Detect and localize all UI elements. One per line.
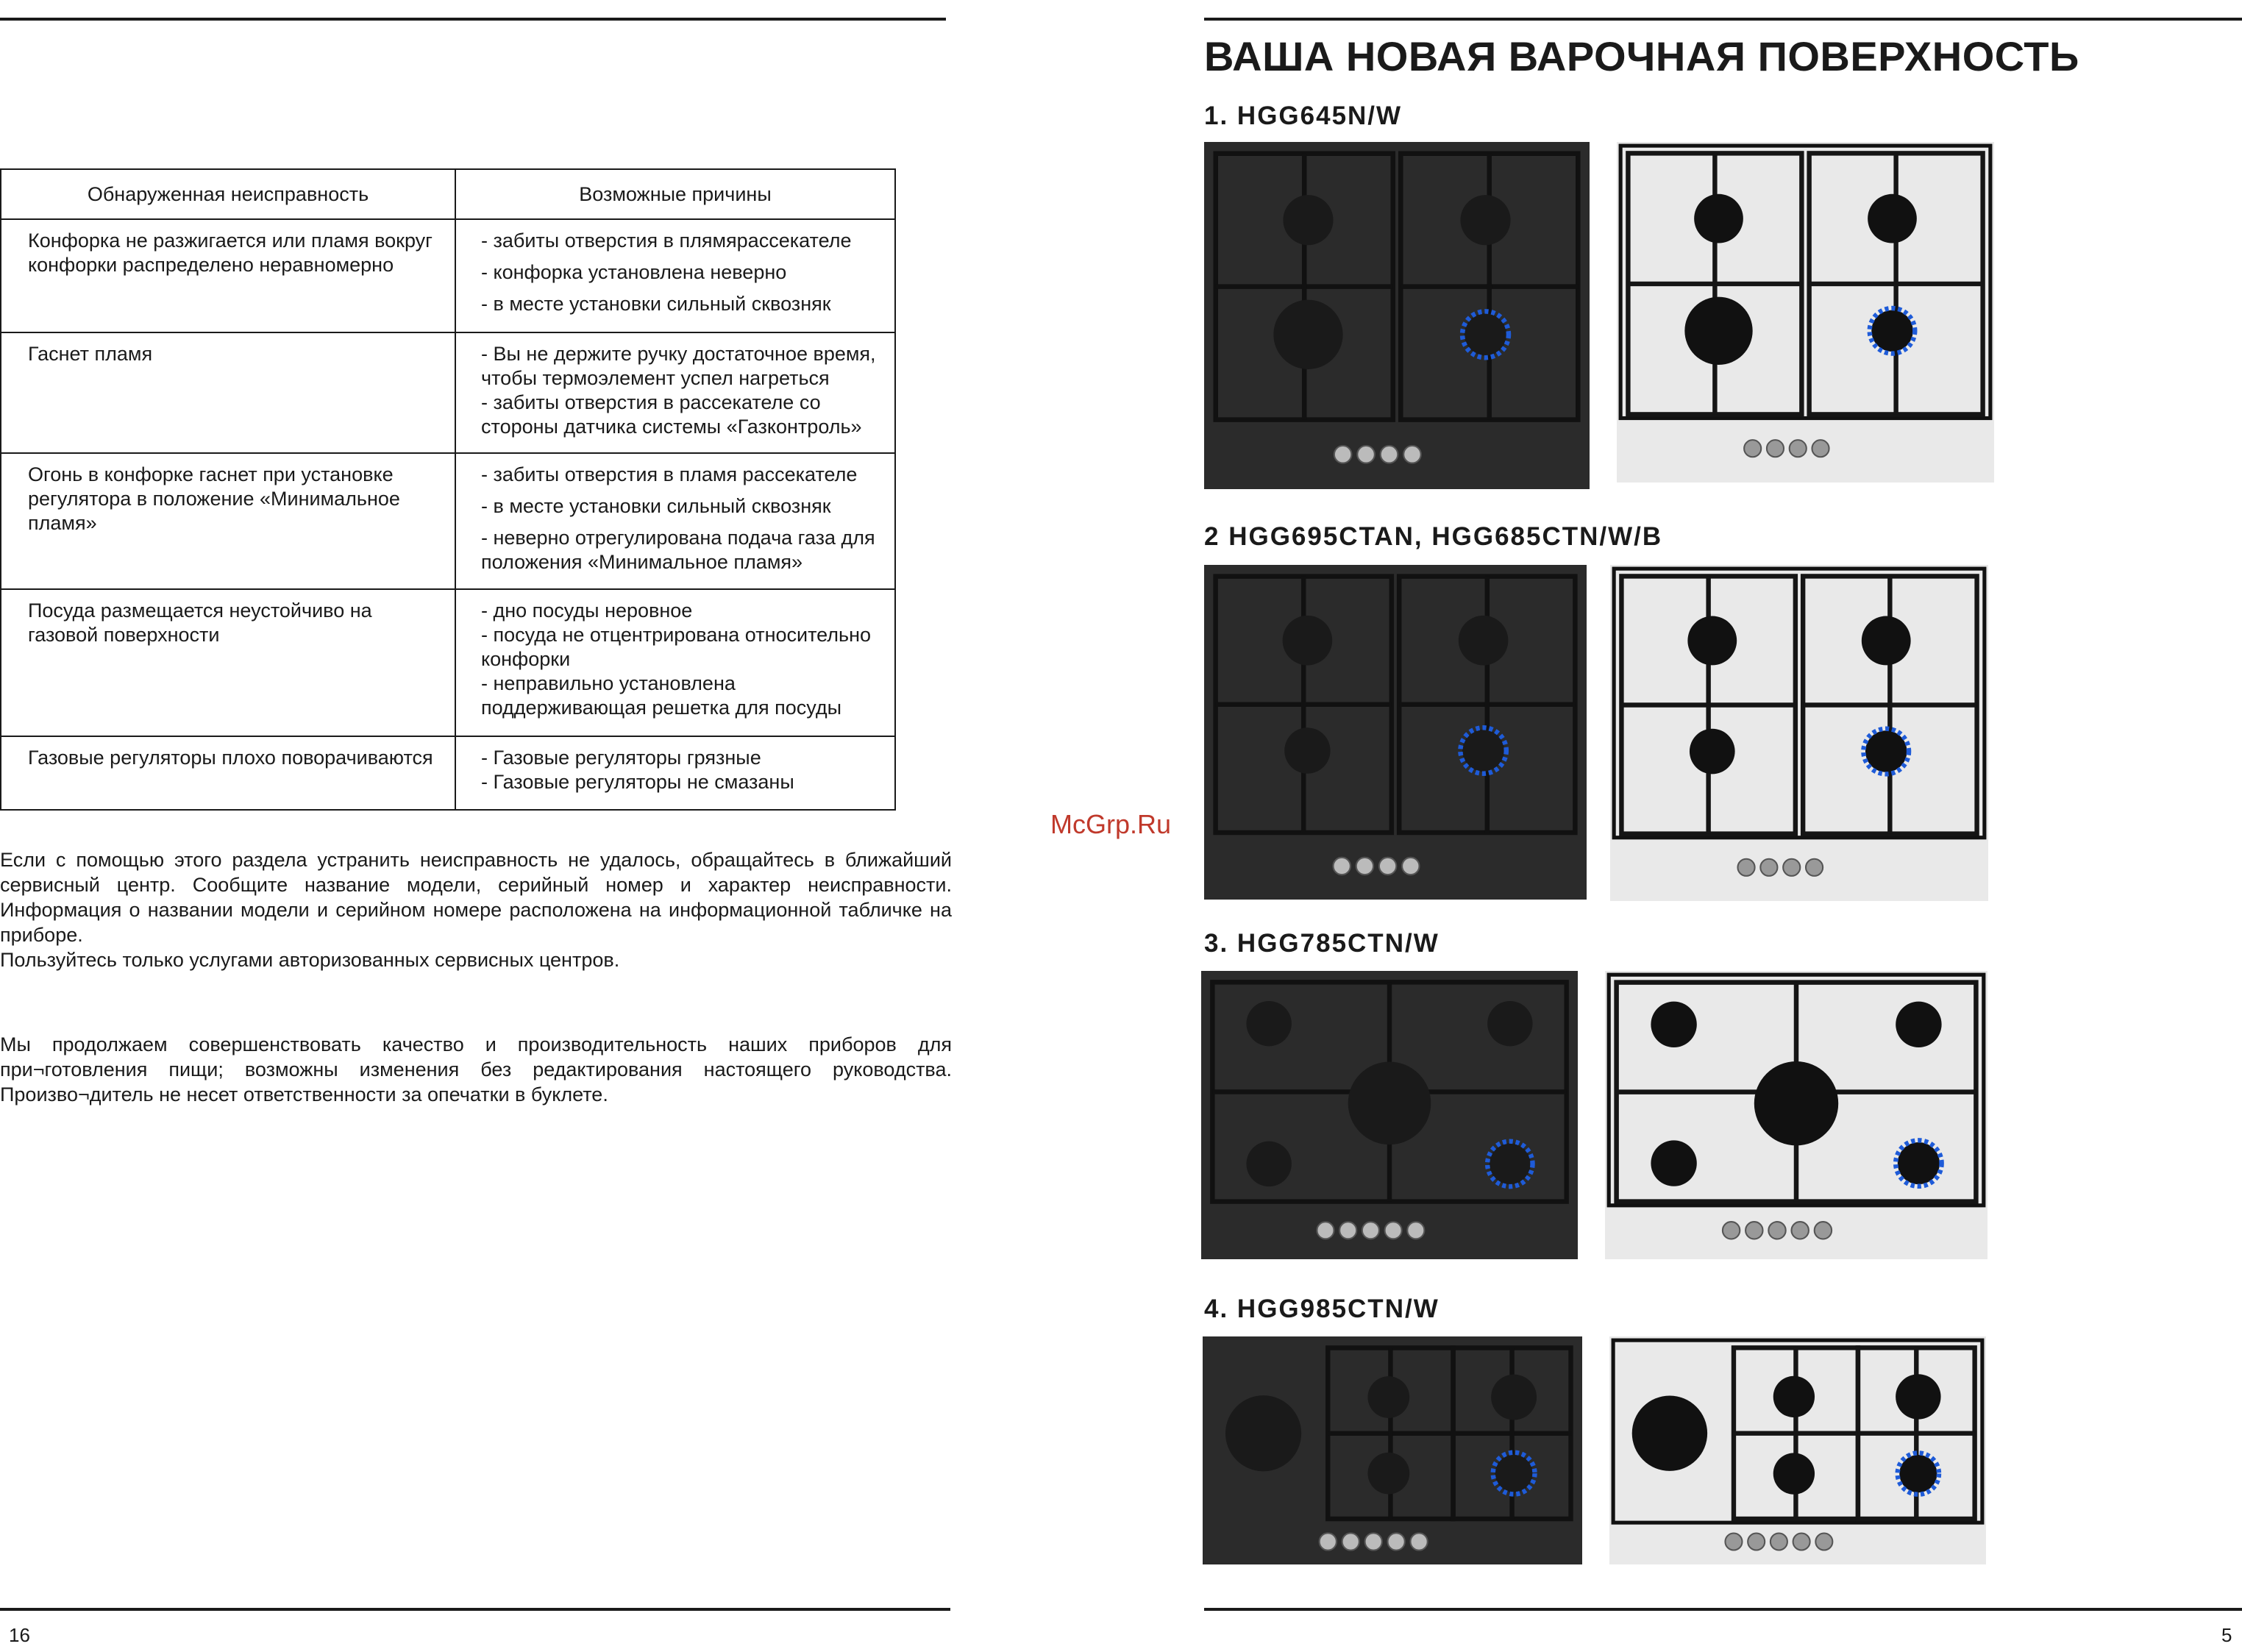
- control-knob: [1812, 440, 1829, 457]
- burner: [1367, 1453, 1409, 1495]
- control-knob: [1403, 446, 1421, 463]
- control-knob: [1744, 440, 1761, 457]
- burner: [1246, 1001, 1291, 1046]
- problem-cell: Посуда размещается неустойчиво на газовой поверхности: [1, 589, 455, 736]
- model-label-4: 4. HGG985CTN/W: [1204, 1295, 1439, 1323]
- cause-line: - Вы не держите ручку достаточное время, чтобы термоэлемент успел нагреться: [481, 343, 876, 389]
- table-header-problem: Обнаруженная неисправность: [1, 169, 455, 219]
- problem-cell: Конфорка не разжигается или пламя вокруг конфорки распределено неравномерно: [1, 219, 455, 332]
- control-knob: [1737, 859, 1754, 876]
- control-knob: [1317, 1222, 1334, 1239]
- table-header-causes: Возможные причины: [455, 169, 895, 219]
- control-knob: [1388, 1533, 1405, 1550]
- control-knob: [1760, 859, 1777, 876]
- control-knob: [1334, 446, 1352, 463]
- burner: [1754, 1061, 1838, 1145]
- burner: [1684, 297, 1752, 365]
- model-label-1: 1. HGG645N/W: [1204, 102, 1403, 130]
- control-knob: [1320, 1533, 1337, 1550]
- hob-image-1-dark: [1204, 142, 1590, 489]
- burner: [1491, 1375, 1537, 1420]
- hob-image-2-white: [1610, 565, 1988, 901]
- burner: [1690, 729, 1735, 775]
- control-knob: [1745, 1222, 1762, 1239]
- hob-image-2-dark: [1204, 565, 1587, 900]
- burner: [1773, 1453, 1815, 1494]
- control-knob: [1362, 1222, 1379, 1239]
- model-label-3: 3. HGG785CTN/W: [1204, 929, 1439, 958]
- burner: [1687, 616, 1737, 666]
- burner: [1284, 727, 1330, 773]
- page-number-right: 5: [2221, 1624, 2232, 1646]
- burner: [1348, 1062, 1431, 1145]
- burner: [1862, 616, 1911, 666]
- cause-line: - в месте установки сильный сквозняк: [481, 495, 831, 517]
- cause-line: - неверно отрегулирована подача газа для положения «Минимальное пламя»: [481, 527, 875, 573]
- table-row: [1, 589, 895, 736]
- page-number-left: 16: [9, 1624, 30, 1646]
- causes-cell: [455, 219, 895, 332]
- causes-cell: [455, 589, 895, 736]
- bottom-rule-left: [0, 1608, 950, 1611]
- control-knob: [1334, 858, 1350, 875]
- problem-cell: Гаснет пламя: [1, 332, 455, 453]
- model-label-2: 2 HGG695CTAN, HGG685CTN/W/B: [1204, 522, 1663, 551]
- table-row: [1, 453, 895, 589]
- cause-line: - неправильно установлена поддерживающая решетка для посуды: [481, 672, 842, 719]
- burner: [1651, 1140, 1696, 1186]
- control-knob: [1381, 446, 1398, 463]
- control-knob: [1385, 1222, 1402, 1239]
- control-knob: [1357, 446, 1375, 463]
- page-title: ВАША НОВАЯ ВАРОЧНАЯ ПОВЕРХНОСТЬ: [1204, 33, 2079, 79]
- disclaimer-text: Мы продолжаем совершенствовать качество и производительность наших приборов для при¬готовления пищи; возможны изменения без редактирования настоящего руководства. Произво¬дитель не несет ответственности за опечатки в буклете.: [0, 1033, 952, 1106]
- cause-line: - конфорка установлена неверно: [481, 261, 787, 283]
- control-knob: [1783, 859, 1800, 876]
- control-knob: [1723, 1222, 1740, 1239]
- control-knob: [1725, 1533, 1742, 1550]
- table-row: [1, 219, 895, 332]
- control-knob: [1356, 858, 1373, 875]
- bottom-rule-right: [1204, 1608, 2242, 1611]
- control-knob: [1411, 1533, 1428, 1550]
- control-knob: [1365, 1533, 1382, 1550]
- burner: [1651, 1002, 1696, 1047]
- control-knob: [1815, 1533, 1832, 1550]
- burner: [1896, 1002, 1941, 1047]
- control-knob: [1407, 1222, 1424, 1239]
- cause-line: - дно посуды неровное: [481, 599, 693, 622]
- service-text-authorized: Пользуйтесь только услугами авторизованных сервисных центров.: [0, 949, 620, 971]
- problem-cell: Огонь в конфорке гаснет при установке регулятора в положение «Минимальное пламя»: [1, 453, 455, 589]
- burner: [1487, 1001, 1532, 1046]
- control-knob: [1768, 1222, 1785, 1239]
- troubleshooting-table: [0, 168, 896, 811]
- cause-line: - Газовые регуляторы грязные: [481, 747, 761, 769]
- burner: [1632, 1395, 1707, 1470]
- problem-cell: Газовые регуляторы плохо поворачиваются: [1, 736, 455, 810]
- cause-line: - забиты отверстия в рассекателе со стороны датчика системы «Газконтроль»: [481, 391, 862, 438]
- control-knob: [1771, 1533, 1787, 1550]
- causes-cell: [455, 453, 895, 589]
- cause-line: - посуда не отцентрирована относительно конфорки: [481, 624, 872, 670]
- hob-surface: [1204, 565, 1587, 900]
- burner: [1694, 194, 1743, 243]
- table-row: [1, 736, 895, 810]
- burner: [1460, 195, 1510, 245]
- control-knob: [1342, 1533, 1359, 1550]
- control-knob: [1339, 1222, 1356, 1239]
- cause-line: - забиты отверстия в плямярассекателе: [481, 229, 852, 252]
- burner: [1367, 1376, 1409, 1418]
- causes-cell: [455, 332, 895, 453]
- burner: [1773, 1376, 1815, 1417]
- burner: [1225, 1395, 1301, 1471]
- control-knob: [1793, 1533, 1810, 1550]
- hob-image-3-white: [1605, 971, 1987, 1259]
- hob-surface: [1610, 565, 1988, 901]
- hob-image-4-white: [1609, 1336, 1986, 1564]
- control-knob: [1767, 440, 1784, 457]
- control-knob: [1815, 1222, 1832, 1239]
- burner: [1283, 616, 1333, 666]
- burner: [1459, 616, 1509, 666]
- service-text: Если с помощью этого раздела устранить неисправность не удалось, обращайтесь в ближайший сервисный центр. Сообщите название модели, серийный номер и характер неисправности. Информация о названии модели и серийном номере расположена на информационной табличке на приборе.: [0, 849, 952, 946]
- control-knob: [1748, 1533, 1765, 1550]
- cause-line: - забиты отверстия в пламя рассекателе: [481, 463, 858, 485]
- cause-line: - в месте установки сильный сквозняк: [481, 293, 831, 315]
- burner: [1246, 1142, 1291, 1186]
- burner: [1868, 194, 1917, 243]
- control-knob: [1806, 859, 1823, 876]
- table-header-row: [1, 169, 895, 219]
- control-knob: [1402, 858, 1419, 875]
- burner: [1273, 300, 1342, 369]
- top-rule-left: [0, 18, 946, 21]
- control-knob: [1792, 1222, 1809, 1239]
- hob-surface: [1204, 142, 1590, 489]
- control-knob: [1790, 440, 1807, 457]
- cause-line: - Газовые регуляторы не смазаны: [481, 771, 794, 793]
- hob-image-1-white: [1617, 142, 1994, 483]
- burner: [1896, 1374, 1940, 1419]
- service-paragraph: [0, 847, 952, 972]
- hob-image-4-dark: [1203, 1336, 1582, 1564]
- hob-image-3-dark: [1201, 971, 1578, 1259]
- watermark: McGrp.Ru: [1050, 809, 1172, 839]
- disclaimer-paragraph: [0, 1032, 952, 1107]
- control-knob: [1379, 858, 1396, 875]
- hob-surface: [1617, 142, 1994, 483]
- table-row: [1, 332, 895, 453]
- top-rule-right: [1204, 18, 2242, 21]
- burner: [1283, 195, 1333, 245]
- causes-cell: [455, 736, 895, 810]
